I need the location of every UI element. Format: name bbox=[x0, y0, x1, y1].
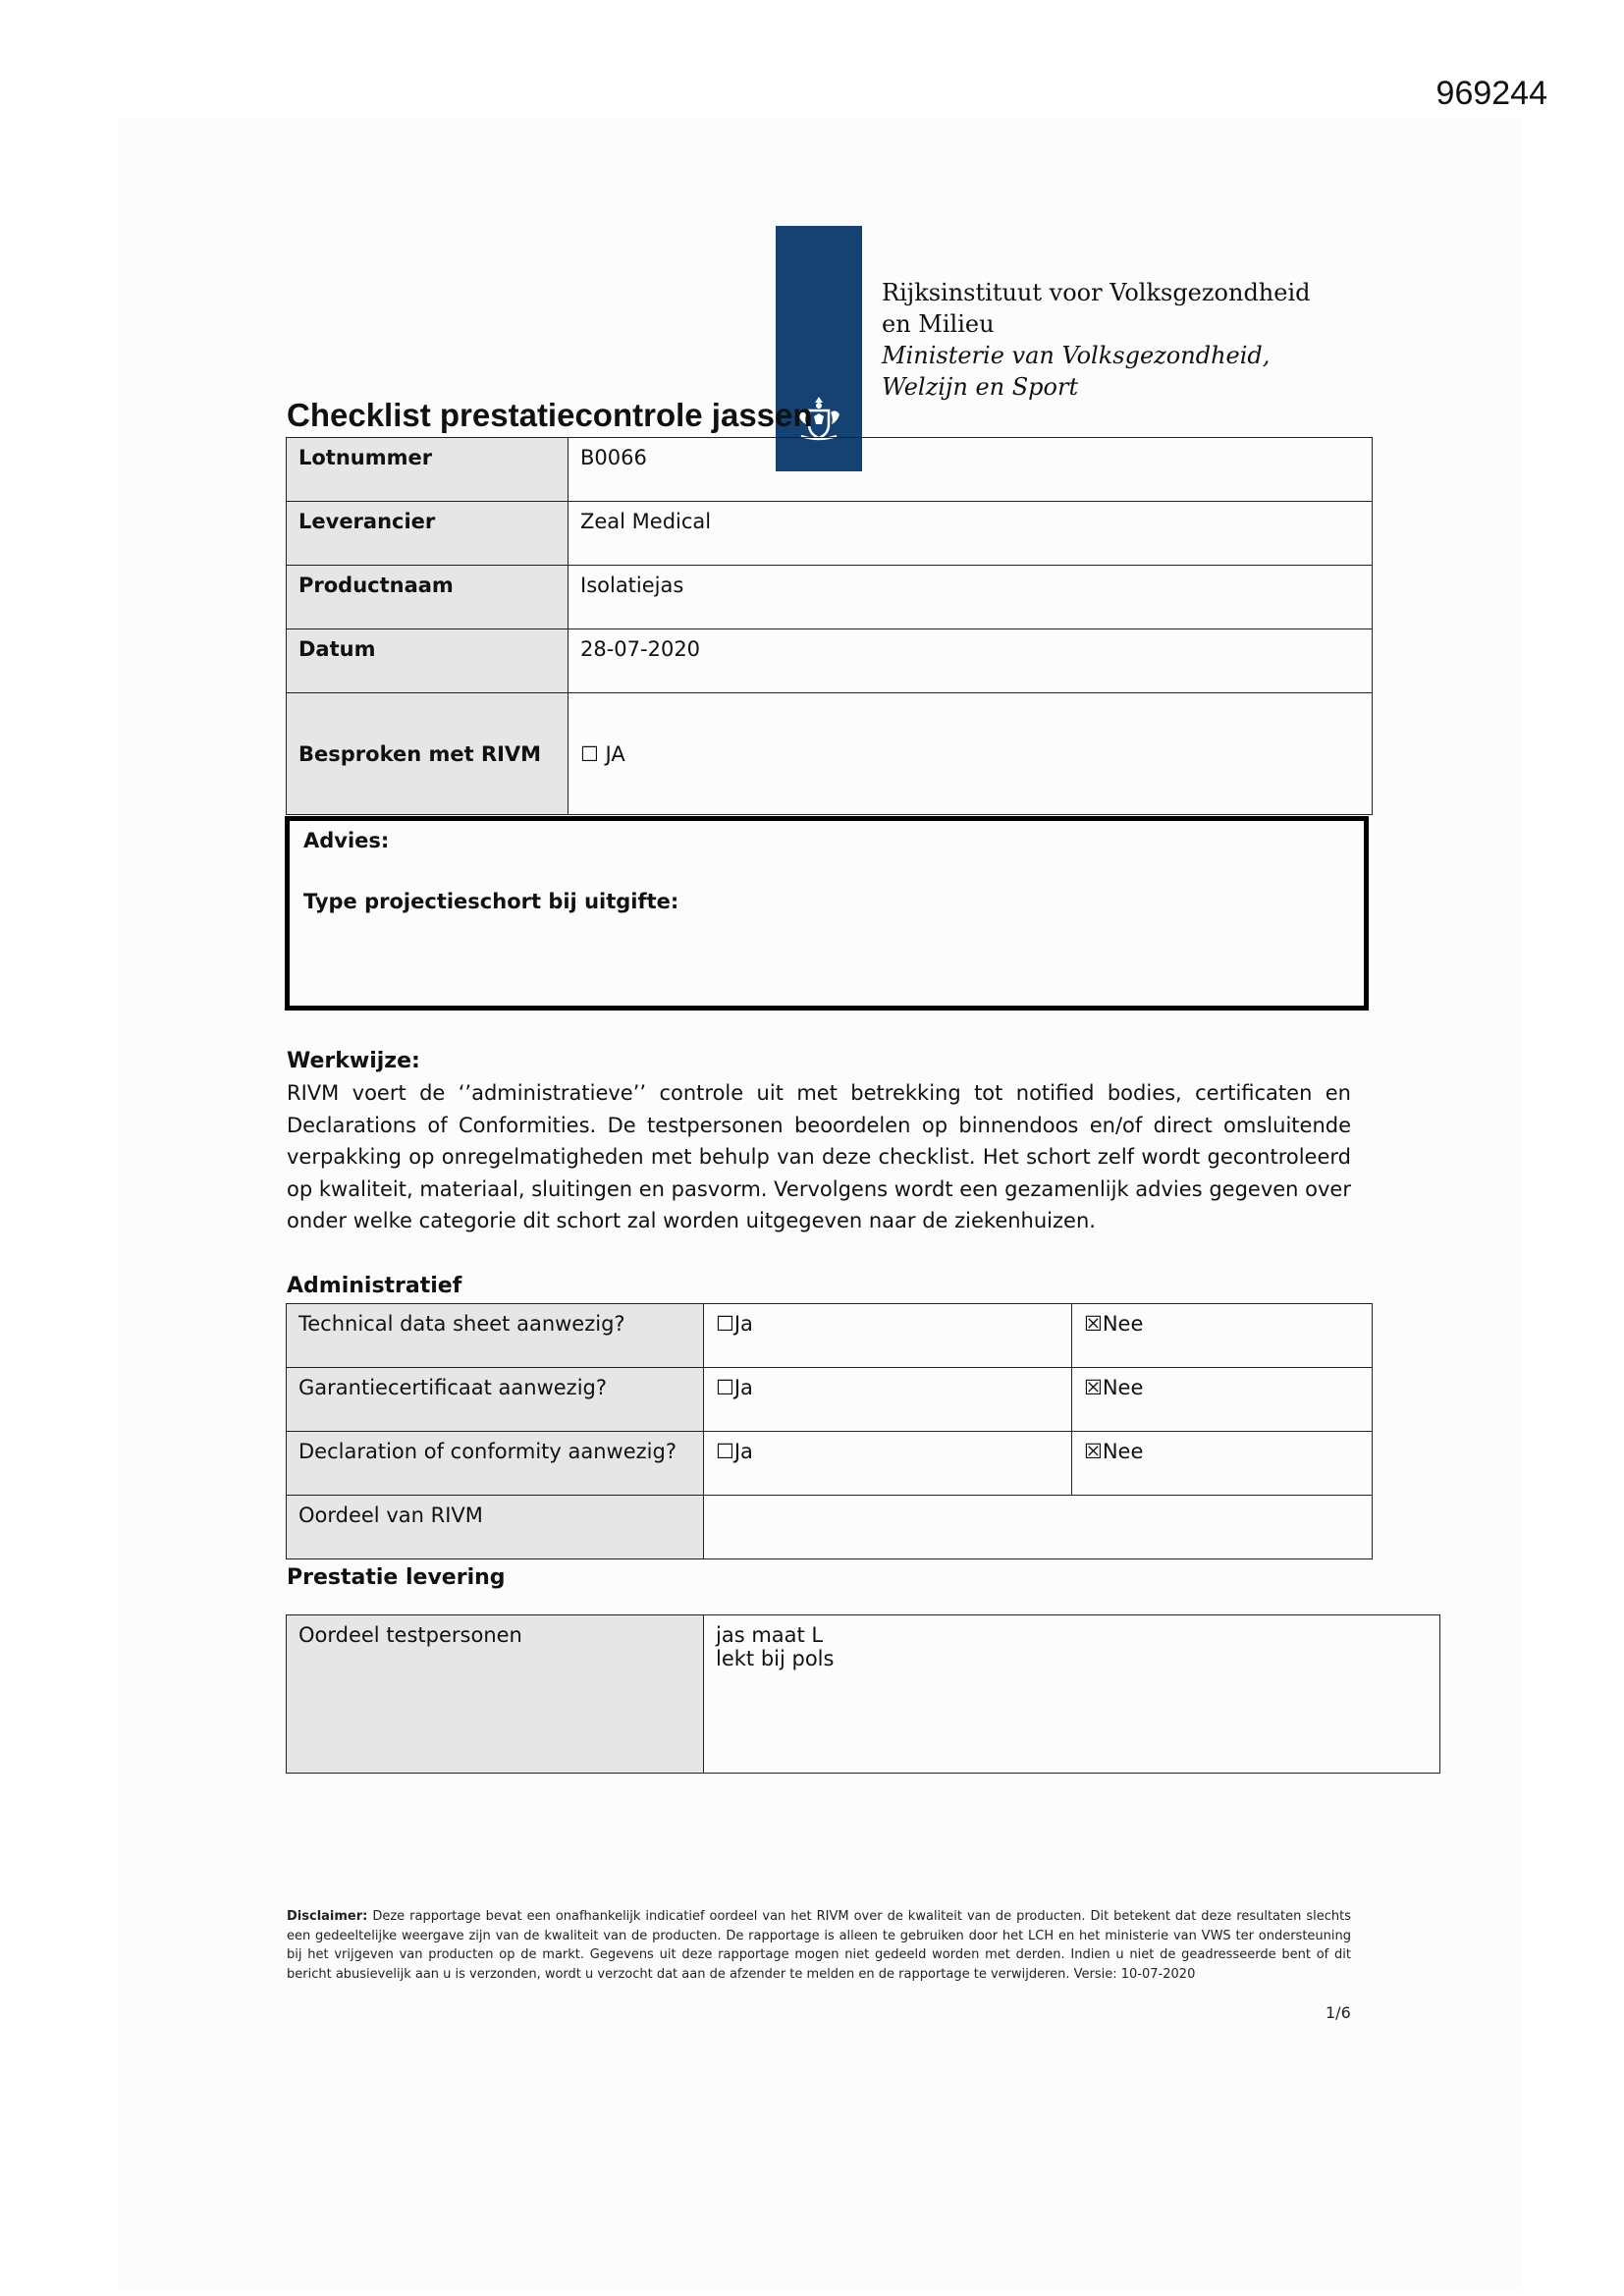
checkbox-empty-icon[interactable]: ☐ bbox=[716, 1440, 734, 1463]
advice-box bbox=[285, 816, 1369, 1011]
checkbox-empty-icon[interactable]: ☐ bbox=[580, 741, 599, 766]
admin-yes-cell bbox=[704, 1304, 1072, 1368]
admin-no-cell bbox=[1072, 1368, 1373, 1432]
table-row bbox=[287, 693, 1373, 815]
performance-table bbox=[286, 1614, 1440, 1774]
rijksoverheid-logo-bar bbox=[776, 226, 862, 471]
yes-label: Ja bbox=[733, 1312, 753, 1336]
admin-question: Garantiecertificaat aanwezig? bbox=[287, 1368, 704, 1432]
admin-question: Declaration of conformity aanwezig? bbox=[287, 1432, 704, 1496]
table-row bbox=[287, 438, 1373, 502]
discussed-option-label: JA bbox=[605, 741, 625, 766]
gown-type-label: Type projectieschort bij uitgifte: bbox=[303, 890, 679, 913]
administrative-table bbox=[286, 1303, 1373, 1559]
product-name-value: Isolatiejas bbox=[568, 566, 1373, 629]
administrative-heading: Administratief bbox=[287, 1274, 462, 1298]
checkbox-empty-icon[interactable]: ☐ bbox=[716, 1376, 734, 1399]
tester-verdict-line-2: lekt bij pols bbox=[716, 1647, 835, 1670]
page-title: Checklist prestatiecontrole jassen bbox=[287, 397, 813, 433]
product-name-label: Productnaam bbox=[287, 566, 568, 629]
logo-wordmark bbox=[882, 277, 1311, 403]
table-row bbox=[287, 1615, 1440, 1774]
table-row bbox=[287, 1496, 1373, 1559]
logo-line-4: Welzijn en Sport bbox=[882, 373, 1079, 401]
logo-line-1: Rijksinstituut voor Volksgezondheid bbox=[882, 279, 1311, 306]
checkbox-checked-icon[interactable]: ☒ bbox=[1084, 1440, 1103, 1463]
checkbox-checked-icon[interactable]: ☒ bbox=[1084, 1376, 1103, 1399]
supplier-label: Leverancier bbox=[287, 502, 568, 566]
page-number: 1/6 bbox=[1326, 2003, 1351, 2022]
disclaimer-label: Disclaimer: bbox=[287, 1909, 368, 1924]
advice-label: Advies: bbox=[303, 829, 390, 852]
table-row bbox=[287, 502, 1373, 566]
checkbox-empty-icon[interactable]: ☐ bbox=[716, 1312, 734, 1336]
lot-number-label: Lotnummer bbox=[287, 438, 568, 502]
tester-verdict-line-1: jas maat L bbox=[716, 1623, 824, 1647]
admin-question: Technical data sheet aanwezig? bbox=[287, 1304, 704, 1368]
method-paragraph: RIVM voert de ‘’administratieve’’ controle uit met betrekking tot notified bodies, certificaten en Declarations of Conformities. De testpersonen beoordelen op binnendoos en/of direct omsluitende verpakking op onregelmatigheden met behulp van deze checklist. Het schort zelf wordt gecontroleerd op kwaliteit, materiaal, sluitingen en pasvorm. Vervolgens wordt een gezamenlijk advies gegeven over onder welke categorie dit schort zal worden uitgegeven naar de ziekenhuizen. bbox=[287, 1081, 1351, 1232]
yes-label: Ja bbox=[733, 1440, 753, 1463]
rivm-verdict-label: Oordeel van RIVM bbox=[287, 1496, 704, 1559]
no-label: Nee bbox=[1102, 1376, 1144, 1399]
document-id: 969244 bbox=[1435, 75, 1547, 112]
rivm-verdict-value bbox=[704, 1496, 1373, 1559]
table-row bbox=[287, 1304, 1373, 1368]
logo-line-2: en Milieu bbox=[882, 310, 995, 338]
discussed-value bbox=[568, 693, 1373, 815]
admin-no-cell bbox=[1072, 1432, 1373, 1496]
admin-yes-cell bbox=[704, 1432, 1072, 1496]
discussed-label: Besproken met RIVM bbox=[287, 693, 568, 815]
yes-label: Ja bbox=[733, 1376, 753, 1399]
disclaimer-text: Deze rapportage bevat een onafhankelijk indicatief oordeel van het RIVM over de kwaliteit van de producten. Dit betekent dat deze resultaten slechts een gedeeltelijke weergave zijn van de kwaliteit van de producten. De rapportage is alleen te gebruiken door het LCH en het ministerie van VWS ter ondersteuning bij het vrijgeven van producten op de markt. Gegevens uit deze rapportage mogen niet gedeeld worden met derden. Indien u niet de geadresseerde bent of dit bericht abusievelijk aan u is verzonden, wordt u verzocht dat aan de afzender te melden en de rapportage te verwijderen. Versie: 10-07-2020 bbox=[287, 1909, 1351, 1982]
tester-verdict-value bbox=[704, 1615, 1440, 1774]
admin-yes-cell bbox=[704, 1368, 1072, 1432]
date-value: 28-07-2020 bbox=[568, 629, 1373, 693]
admin-no-cell bbox=[1072, 1304, 1373, 1368]
tester-verdict-label: Oordeel testpersonen bbox=[287, 1615, 704, 1774]
table-row bbox=[287, 566, 1373, 629]
lot-info-table bbox=[286, 437, 1373, 815]
performance-heading: Prestatie levering bbox=[287, 1565, 506, 1590]
method-heading: Werkwijze: bbox=[287, 1049, 420, 1073]
checkbox-checked-icon[interactable]: ☒ bbox=[1084, 1312, 1103, 1336]
table-row bbox=[287, 1368, 1373, 1432]
lot-number-value: B0066 bbox=[568, 438, 1373, 502]
logo-line-3: Ministerie van Volksgezondheid, bbox=[882, 342, 1271, 369]
no-label: Nee bbox=[1102, 1440, 1144, 1463]
date-label: Datum bbox=[287, 629, 568, 693]
table-row bbox=[287, 1432, 1373, 1496]
supplier-value: Zeal Medical bbox=[568, 502, 1373, 566]
no-label: Nee bbox=[1102, 1312, 1144, 1336]
table-row bbox=[287, 629, 1373, 693]
disclaimer bbox=[287, 1907, 1351, 1984]
